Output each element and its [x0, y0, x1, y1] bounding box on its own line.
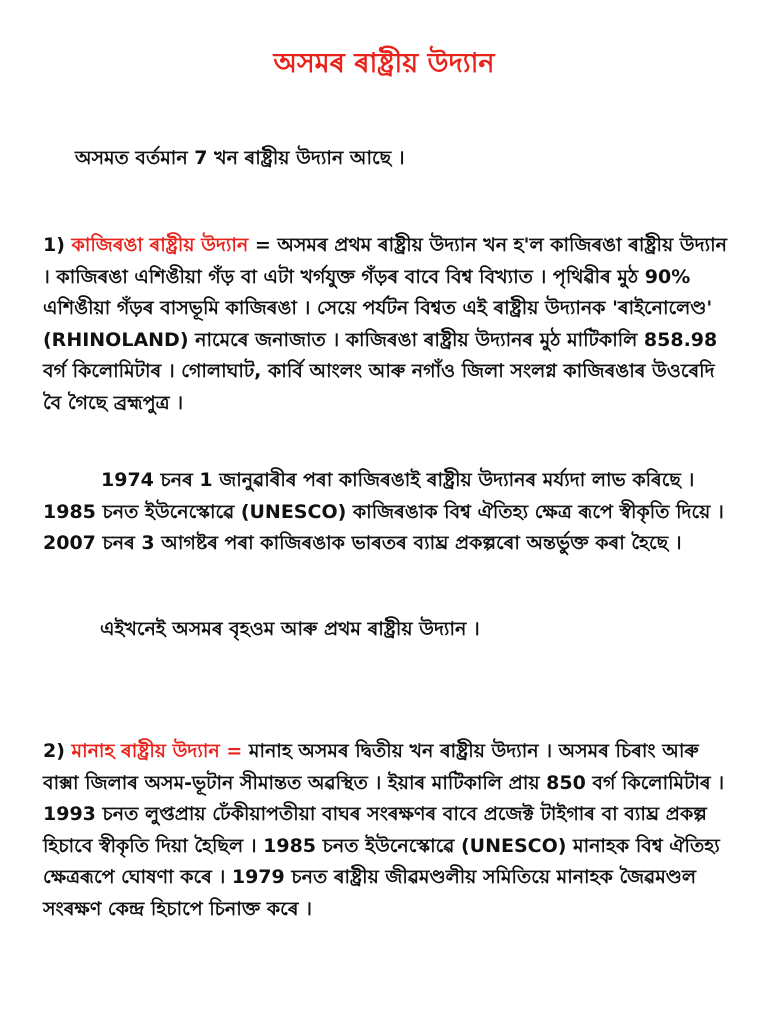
section-heading-manas: মানাহ ৰাষ্ট্ৰীয় উদ্যান = [71, 740, 243, 762]
intro-paragraph: অসমত বৰ্তমান 7 খন ৰাষ্ট্ৰীয় উদ্যান আছে । [75, 147, 405, 169]
page-title: অসমৰ ৰাষ্ট্ৰীয় উদ্যান [273, 48, 495, 79]
section-number: 1) [43, 234, 65, 256]
section-heading-kaziranga: কাজিৰঙা ৰাষ্ট্ৰীয় উদ্যান [71, 234, 249, 256]
kaziranga-history-paragraph: 1974 চনৰ 1 জানুৱাৰীৰ পৰা কাজিৰঙাই ৰাষ্ট্ৰীয় উদ্যানৰ মৰ্য্যদা লাভ কৰিছে । 1985 চনত ইউনেস্কোৱে (UNESCO) কাজিৰঙাক বিশ্ব ঐতিহ্য ক্ষেত্ৰ ৰূপে স্বীকৃতি দিয়ে । 2007 চনৰ 3 আগষ্টৰ পৰা কাজিৰঙাক ভাৰতৰ ব্যাঘ্ৰ প্ৰকল্পৰো অন্তৰ্ভুক্ত কৰা হৈছে । [43, 469, 724, 554]
section-body: মানাহ অসমৰ দ্বিতীয় খন ৰাষ্ট্ৰীয় উদ্যান । অসমৰ চিৰাং আৰু বাক্সা জিলাৰ অসম-ভূটান সীমান্তত অৱস্থিত । ইয়াৰ মাটিকালি প্ৰায় 850 বৰ্গ কিলোমিটাৰ । 1993 চনত লুপ্তপ্ৰায় ঢেঁকীয়াপতীয়া বাঘৰ সংৰক্ষণৰ বাবে প্ৰজেক্ট টাইগাৰ বা ব্যাঘ্ৰ প্ৰকল্প হিচাবে স্বীকৃতি দিয়া হৈছিল । 1985 চনত ইউনেস্কোৱে (UNESCO) মানাহক বিশ্ব ঐতিহ্য ক্ষেত্ৰৰূপে ঘোষণা কৰে । 1979 চনত ৰাষ্ট্ৰীয় জীৱমণ্ডলীয় সমিতিয়ে মানাহক জৈৱমণ্ডল সংৰক্ষণ কেন্দ্ৰ হিচাপে চিনাক্ত কৰে । [43, 740, 725, 920]
kaziranga-summary-paragraph: এইখনেই অসমৰ বৃহওম আৰু প্ৰথম ৰাষ্ট্ৰীয় উদ্যান । [100, 618, 480, 640]
section-number: 2) [43, 740, 65, 762]
manas-paragraph [43, 736, 733, 925]
section-body: = অসমৰ প্ৰথম ৰাষ্ট্ৰীয় উদ্যান খন হ'ল কাজিৰঙা ৰাষ্ট্ৰীয় উদ্যান । কাজিৰঙা এশিঙীয়া গঁড় বা এটা খৰ্গযুক্ত গঁড়ৰ বাবে বিশ্ব বিখ্যাত । পৃথিৱীৰ মুঠ 90% এশিঙীয়া গঁড়ৰ বাসভূমি কাজিৰঙা । সেয়ে পৰ্যটন বিশ্বত এই ৰাষ্ট্ৰীয় উদ্যানক 'ৰাইনোলেণ্ড' (RHINOLAND) নামেৰে জনাজাত । কাজিৰঙা ৰাষ্ট্ৰীয় উদ্যানৰ মুঠ মাটিকালি 858.98 বৰ্গ কিলোমিটাৰ । গোলাঘাট, কাৰ্বি আংলং আৰু নগাঁও জিলা সংলগ্ন কাজিৰঙাৰ উওৰেদি বৈ গৈছে ব্ৰহ্মপুত্ৰ । [43, 234, 727, 414]
kaziranga-paragraph [43, 230, 733, 419]
